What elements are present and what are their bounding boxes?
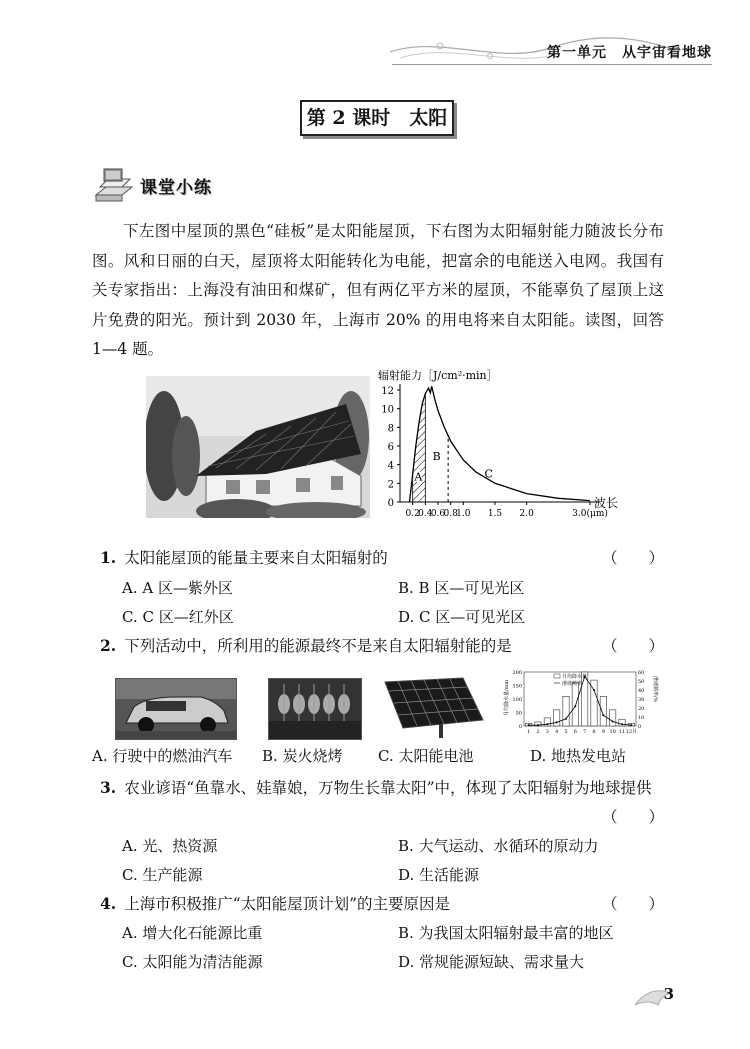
option-2b[interactable]: B. 炭火烧烤 [262,747,343,765]
mini-month-label: 5 [564,729,568,735]
landslide-precip-mini-chart [500,662,660,740]
question-number: 1. [100,548,117,567]
page-number: 3 [663,985,674,1003]
lesson-title: 第 2 课时 太阳 [300,100,454,136]
mini-month-label: 2 [536,729,540,735]
chart-ylabel: 辐射能力［J/cm²·min］ [378,369,498,382]
option-3d[interactable]: D. 生活能源 [398,866,480,884]
mini-y-right-tick: 30 [638,697,645,703]
barbecue-photo [268,678,362,740]
mini-month-label: 6 [573,729,577,735]
option-4d[interactable]: D. 常规能源短缺、需求量大 [398,953,585,971]
x-tick-label: 0.8 [443,509,458,519]
mini-ylabel-left: 月均降水量/mm [504,679,510,716]
unit-title: 第一单元 从宇宙看地球 [547,45,712,61]
mini-month-label: 8 [592,729,596,735]
mini-month-label: 12月 [625,729,638,735]
question-text: 太阳能屋顶的能量主要来自太阳辐射的 [124,549,388,567]
mini-legend-freq: 滑坡频率 [562,681,583,687]
y-tick-label: 12 [381,386,394,397]
x-tick-label: 3.0(μm) [572,509,608,519]
mini-precip-bar [554,710,560,726]
option-4b[interactable]: B. 为我国太阳辐射最丰富的地区 [398,924,614,942]
x-tick-label: 0.4 [418,509,433,519]
intro-text: 下左图中屋顶的黑色“硅板”是太阳能屋顶，下右图为太阳辐射能力随波长分布图。风和日丽的白天，屋顶将太阳能转化为电能，把富余的电能送入电网。我国有关专家指出：上海没有油田和煤矿，但有两亿平方米的屋顶，不能辜负了屋顶上这片免费的阳光。预计到 2030 年，上海市 20% 的用电将来自太阳能。读图，回答 1—4 题。 [92,222,664,358]
question-3 [100,776,652,798]
chart-xlabel: 波长 [594,496,619,510]
answer-bracket-4[interactable]: （ ） [601,895,664,913]
question-4 [100,892,450,914]
mini-precip-bar [563,696,569,726]
option-3c[interactable]: C. 生产能源 [122,866,203,884]
x-tick-label: 1.5 [487,509,503,519]
mini-legend-bar-swatch [554,674,560,678]
region-label-c: C [484,467,493,481]
y-tick-label: 10 [381,404,394,416]
mini-y-left-tick: 50 [515,710,522,717]
mini-month-label: 10 [609,729,616,735]
mini-legend-precip: 月均降水量 [562,674,588,680]
mini-y-right-tick: 60 [638,670,645,676]
option-1a[interactable]: A. A 区—紫外区 [122,579,233,597]
section-label: 课堂小练 [140,178,212,198]
mini-y-left-tick: 150 [512,683,522,690]
x-tick-label: 0.6 [430,509,446,519]
mini-y-left-tick: 0 [518,724,522,730]
x-tick-label: 0.2 [405,509,420,519]
mini-month-label: 9 [601,729,605,735]
mini-precip-bar [610,710,616,726]
intro-paragraph [92,217,664,365]
option-2c[interactable]: C. 太阳能电池 [378,747,474,765]
mini-month-label: 7 [583,729,587,735]
mini-y-right-tick: 10 [638,715,645,721]
mini-month-label: 1 [527,729,531,735]
y-tick-label: 4 [387,460,394,472]
answer-bracket-2[interactable]: （ ） [601,637,664,655]
y-tick-label: 2 [387,479,394,491]
mini-y-left-tick: 100 [512,697,522,703]
question-text: 下列活动中，所利用的能源最终不是来自太阳辐射能的是 [124,637,512,655]
bird-decoration-icon [630,975,690,1015]
question-number: 2. [100,636,117,655]
region-label-a: A [414,470,423,484]
option-2a[interactable]: A. 行驶中的燃油汽车 [92,747,233,765]
y-tick-label: 8 [387,423,394,435]
question-number: 4. [100,894,117,913]
option-1c[interactable]: C. C 区—红外区 [122,608,234,626]
question-text: 上海市积极推广“太阳能屋顶计划”的主要原因是 [124,895,451,913]
mini-y-left-tick: 200 [512,670,522,676]
car-photo [115,678,237,740]
option-4c[interactable]: C. 太阳能为清洁能源 [122,953,263,971]
header-divider [392,64,712,65]
question-number: 3. [100,778,117,797]
answer-bracket-1[interactable]: （ ） [601,549,664,567]
solar-roof-house-photo [146,376,370,518]
mini-ylabel-right: 滑坡频率/% [652,676,658,703]
question-2 [100,634,512,656]
option-1b[interactable]: B. B 区—可见光区 [398,579,525,597]
book-stack-icon [92,165,136,205]
question-text: 农业谚语“鱼靠水、娃靠娘，万物生长靠太阳”中，体现了太阳辐射为地球提供 [124,779,652,797]
mini-month-label: 3 [545,729,549,735]
solar-panel-photo [383,676,485,738]
option-3a[interactable]: A. 光、热资源 [122,837,218,855]
mini-y-right-tick: 20 [638,706,645,712]
question-1 [100,546,388,568]
answer-bracket-3[interactable]: （ ） [601,808,664,826]
mini-y-right-tick: 50 [638,679,645,685]
y-tick-label: 6 [387,442,394,453]
region-a-hatch [413,394,426,502]
option-2d[interactable]: D. 地热发电站 [530,747,627,765]
mini-month-label: 4 [555,729,559,735]
x-tick-label: 1.0 [456,509,471,519]
mini-y-right-tick: 0 [638,724,642,730]
option-4a[interactable]: A. 增大化石能源比重 [122,924,263,942]
y-tick-label: 0 [387,498,394,509]
option-3b[interactable]: B. 大气运动、水循环的原动力 [398,837,599,855]
x-tick-label: 2.0 [519,509,534,519]
mini-precip-bar [572,683,578,726]
radiation-curve [410,386,591,502]
mini-precip-bar [600,696,606,726]
radiation-wavelength-chart [372,364,662,534]
mini-month-label: 11 [618,729,626,735]
option-1d[interactable]: D. C 区—可见光区 [398,608,526,626]
mini-y-right-tick: 40 [638,688,645,694]
region-label-b: B [432,450,441,463]
